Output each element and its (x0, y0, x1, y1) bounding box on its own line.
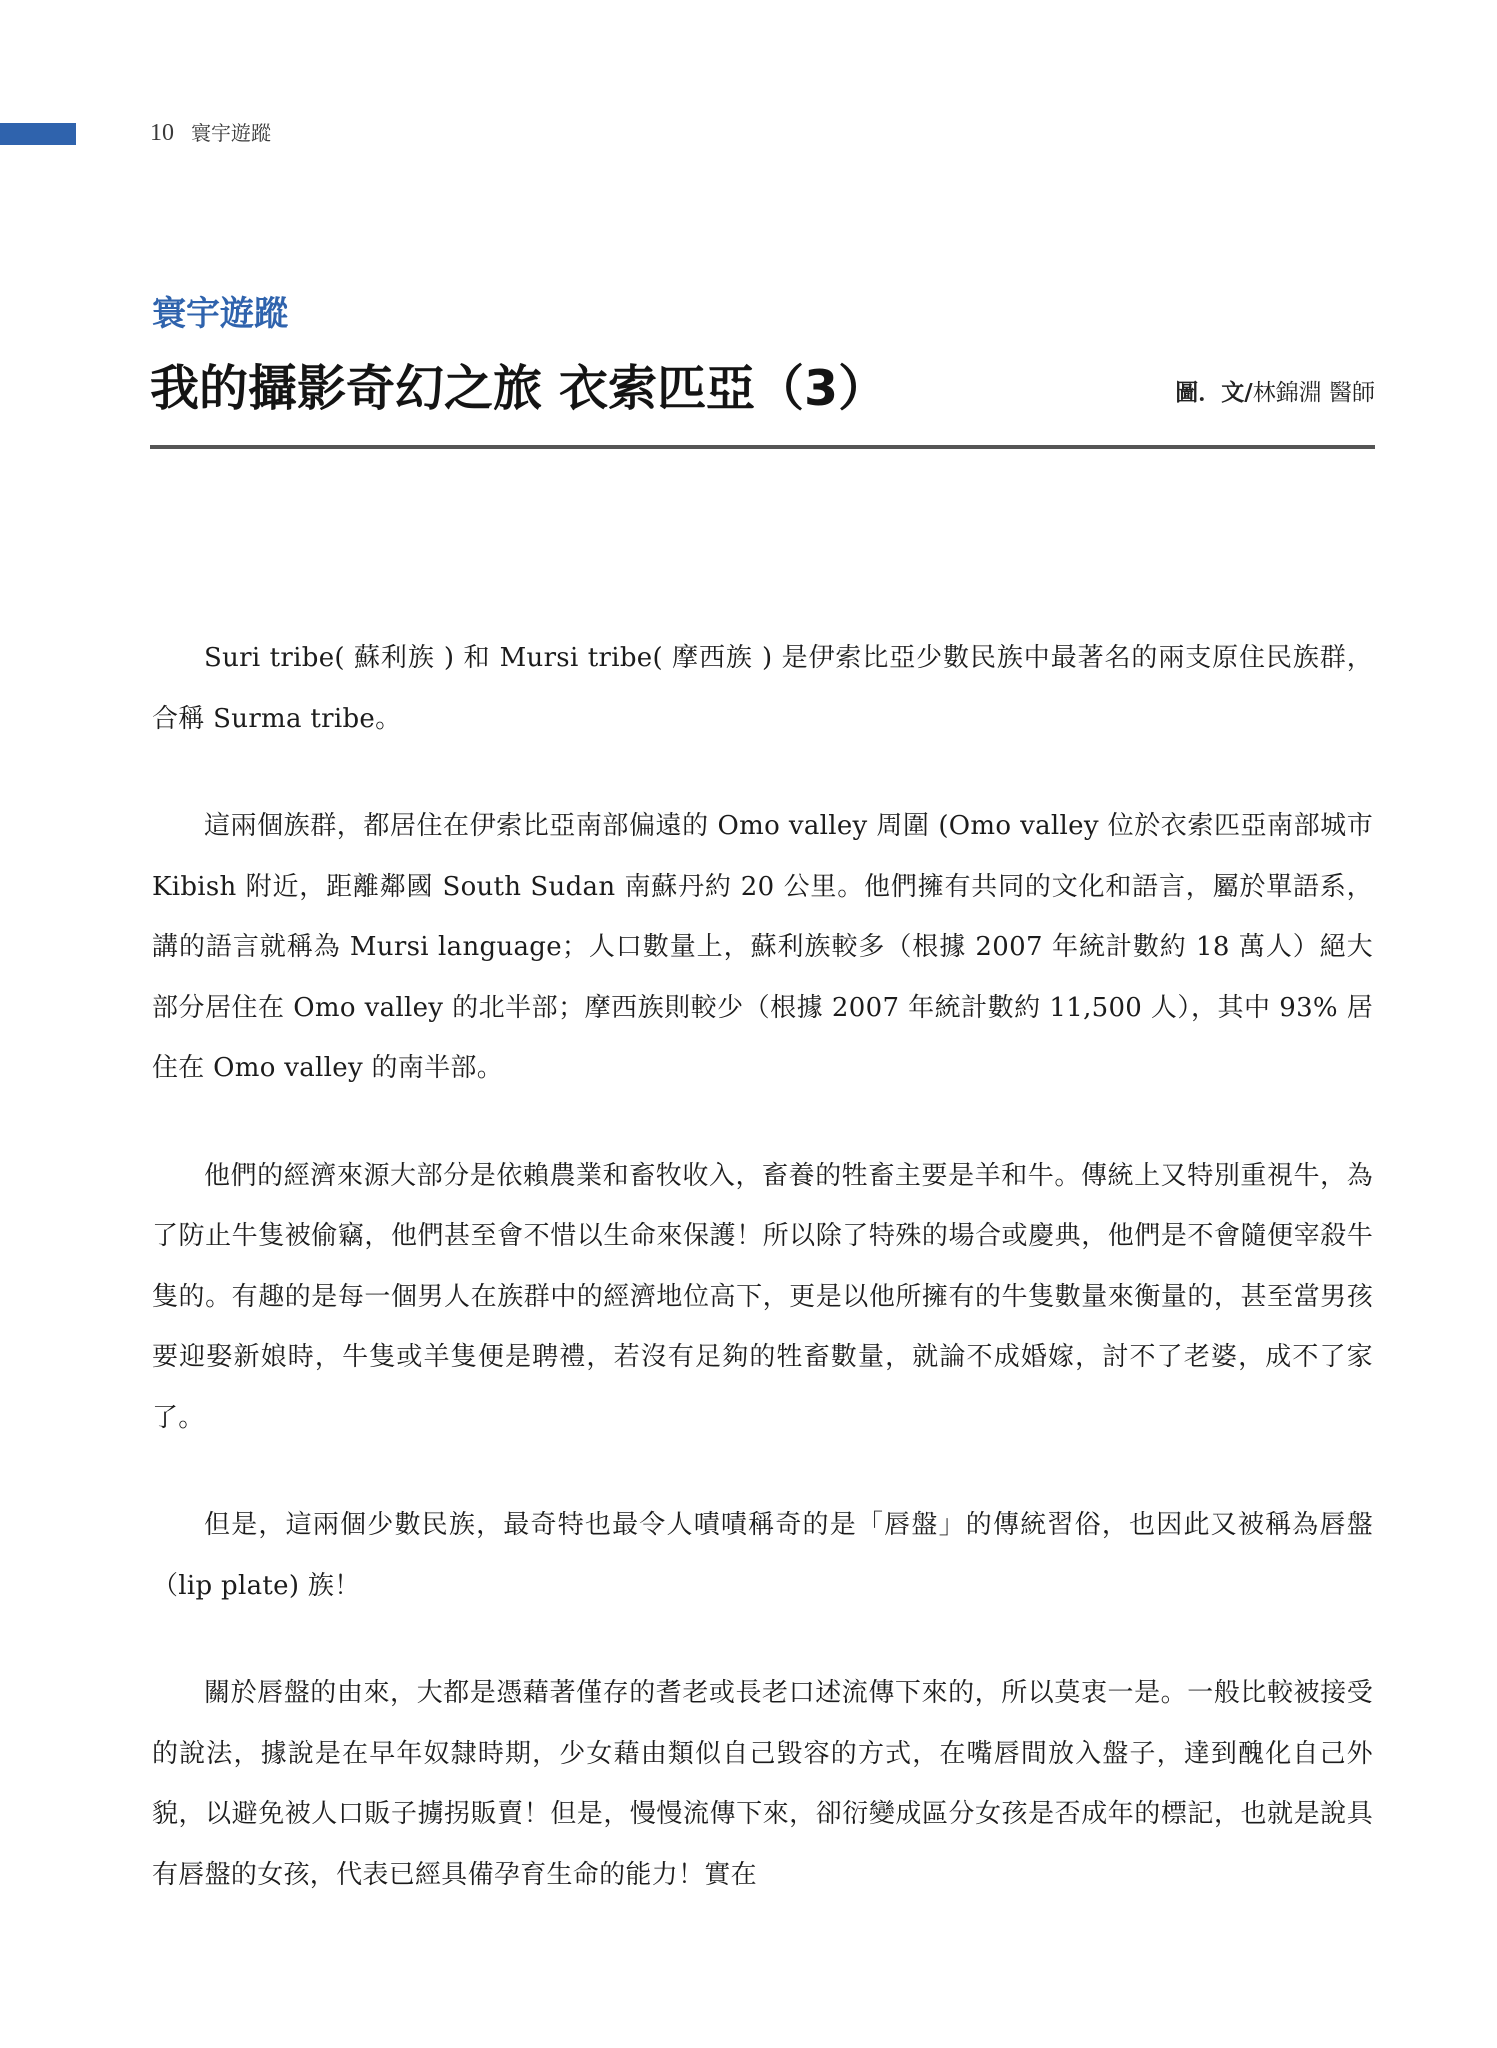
article-title: 我的攝影奇幻之旅 衣索匹亞（3） (150, 360, 888, 417)
running-head (150, 118, 271, 149)
paragraph: Suri tribe( 蘇利族 ) 和 Mursi tribe( 摩西族 ) 是伊索比亞少數民族中最著名的兩支原住民族群，合稱 Surma tribe。 (152, 643, 1373, 734)
running-head-section: 寰宇遊蹤 (191, 121, 271, 145)
paragraph: 他們的經濟來源大部分是依賴農業和畜牧收入，畜養的牲畜主要是羊和牛。傳統上又特別重視牛，為了防止牛隻被偷竊，他們甚至會不惜以生命來保護！所以除了特殊的場合或慶典，他們是不會隨便宰殺牛隻的。有趣的是每一個男人在族群中的經濟地位高下，更是以他所擁有的牛隻數量來衡量的，甚至當男孩要迎娶新娘時，牛隻或羊隻便是聘禮，若沒有足夠的牲畜數量，就論不成婚嫁，討不了老婆，成不了家了。 (152, 1160, 1373, 1433)
paragraph: 關於唇盤的由來，大都是憑藉著僅存的耆老或長老口述流傳下來的，所以莫衷一是。一般比較被接受的說法，據說是在早年奴隸時期，少女藉由類似自己毀容的方式，在嘴唇間放入盤子，達到醜化自己外貌，以避免被人口販子擄拐販賣！但是，慢慢流傳下來，卻衍變成區分女孩是否成年的標記，也就是說具有唇盤的女孩，代表已經具備孕育生命的能力！實在 (152, 1678, 1373, 1890)
paragraph: 但是，這兩個少數民族，最奇特也最令人嘖嘖稱奇的是「唇盤」的傳統習俗，也因此又被稱為唇盤（lip plate) 族！ (152, 1510, 1373, 1601)
byline (1175, 376, 1375, 410)
page-number: 10 (150, 120, 174, 146)
author-name: 林錦淵 醫師 (1252, 380, 1375, 406)
paragraph: 這兩個族群，都居住在伊索比亞南部偏遠的 Omo valley 周圍 (Omo valley 位於衣索匹亞南部城市 Kibish 附近，距離鄰國 South Sudan 南蘇丹約 20 公里。他們擁有共同的文化和語言，屬於單語系，講的語言就稱為 Mursi language；人口數量上，蘇利族較多（根據 2007 年統計數約 18 萬人）絕大部分居住在 Omo valley 的北半部；摩西族則較少（根據 2007 年統計數約 11,500 人），其中 93% 居住在 Omo valley 的南半部。 (152, 811, 1373, 1083)
column-label: 寰宇遊蹤 (152, 294, 288, 334)
header-accent-bar (0, 123, 76, 145)
title-divider (150, 445, 1375, 449)
byline-label: 圖．文/ (1175, 380, 1253, 406)
article-body (152, 628, 1373, 1905)
